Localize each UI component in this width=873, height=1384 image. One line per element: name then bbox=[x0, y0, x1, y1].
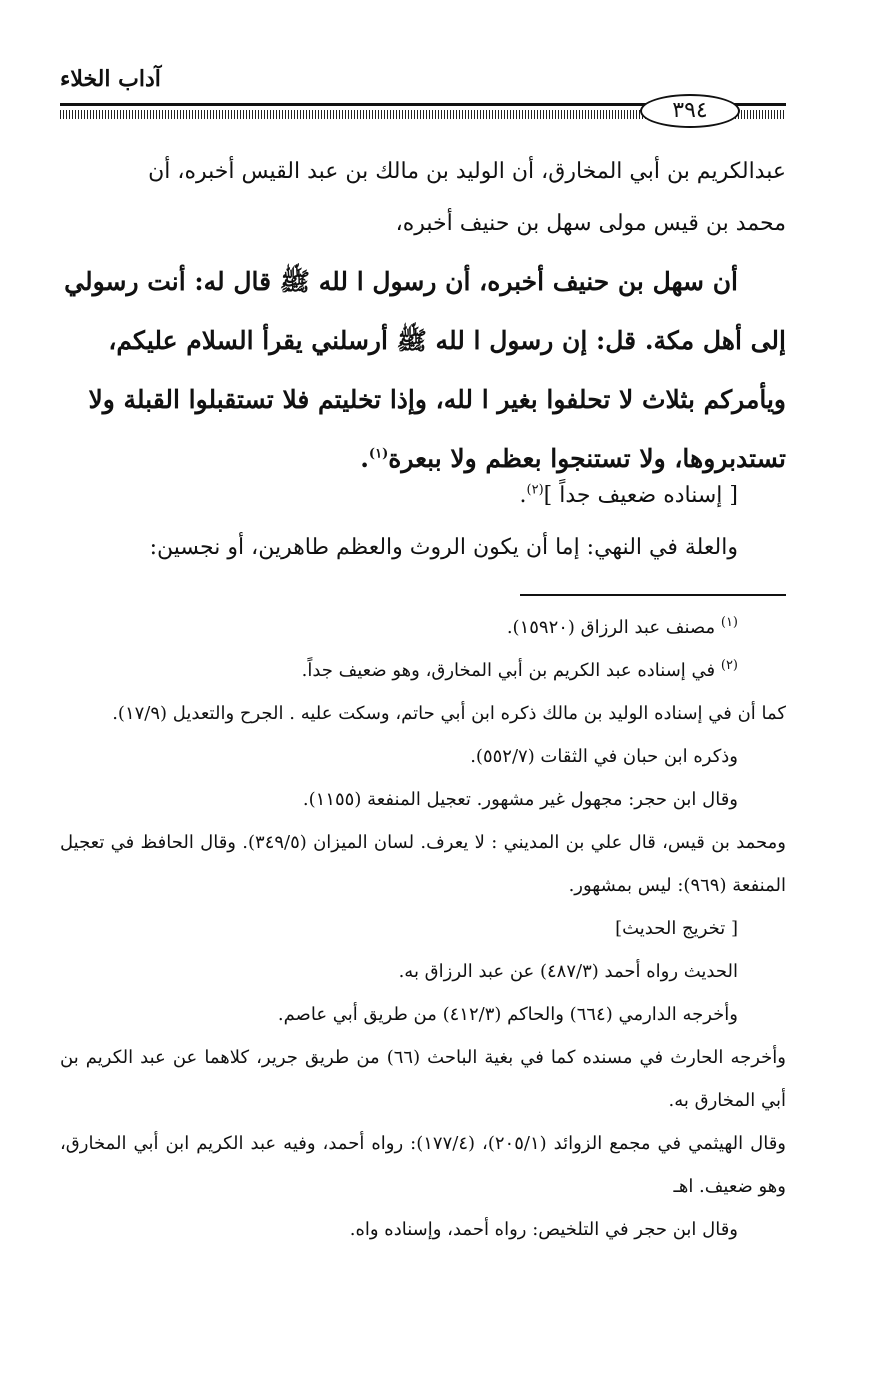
footnote-mark: (٢) bbox=[720, 658, 738, 673]
intro-paragraph bbox=[60, 146, 786, 250]
intro-line: عبدالكريم بن أبي المخارق، أن الوليد بن مالك بن عبد القيس أخبره، أن bbox=[148, 159, 786, 184]
grading-paragraph bbox=[60, 470, 786, 574]
note-paragraph: وأخرجه الحارث في مسنده كما في بغية الباحث (٦٦) من طريق جرير، كلاهما عن عبد الكريم بن أبي المخارق به. bbox=[60, 1047, 787, 1111]
note-paragraph: الحديث رواه أحمد (٤٨٧/٣) عن عبد الرزاق به. bbox=[398, 961, 738, 982]
grading-text: [ إسناده ضعيف جداً ] bbox=[543, 483, 738, 508]
intro-line: محمد بن قيس مولى سهل بن حنيف أخبره، bbox=[395, 211, 786, 236]
footnote-ref-2: (٢) bbox=[526, 482, 544, 498]
footnote-separator bbox=[520, 594, 786, 596]
hadith-line-text: تستدبروها، ولا تستنجوا بعظم ولا ببعرة bbox=[388, 444, 786, 473]
page-number: ٣٩٤ bbox=[640, 94, 740, 128]
hadith-line: ويأمركم بثلاث لا تحلفوا بغير ا لله، وإذا تخليتم فلا تستقبلوا القبلة ولا bbox=[88, 385, 786, 414]
hadith-line: أن سهل بن حنيف أخبره، أن رسول ا لله ﷺ قال له: أنت رسولي bbox=[64, 267, 738, 296]
footnote-item bbox=[60, 649, 786, 692]
grading-end-punct: . bbox=[519, 483, 527, 508]
footnote-text: في إسناده عبد الكريم بن أبي المخارق، وهو ضعيف جداً. bbox=[301, 660, 716, 681]
note-paragraph: وأخرجه الدارمي (٦٦٤) والحاكم (٤١٢/٣) من طريق أبي عاصم. bbox=[277, 1004, 738, 1025]
reason-line: والعلة في النهي: إما أن يكون الروث والعظم طاهرين، أو نجسين: bbox=[149, 535, 738, 560]
hadith-line: إلى أهل مكة. قل: إن رسول ا لله ﷺ أرسلني يقرأ السلام عليكم، bbox=[108, 326, 786, 355]
section-heading-takhrij: [ تخريج الحديث] bbox=[615, 918, 738, 939]
note-paragraph: وذكره ابن حبان في الثقات (٥٥٢/٧). bbox=[470, 746, 738, 767]
note-paragraph: وقال الهيثمي في مجمع الزوائد (٢٠٥/١)، (١٧٧/٤): رواه أحمد، وفيه عبد الكريم ابن أبي المخارق، وهو ضعيف. اهـ bbox=[60, 1133, 786, 1197]
note-paragraph: ومحمد بن قيس، قال علي بن المديني : لا يعرف. لسان الميزان (٣٤٩/٥). وقال الحافظ في تعجيل المنفعة (٩٦٩): ليس بمشهور. bbox=[60, 832, 786, 896]
footnote-mark: (١) bbox=[720, 615, 738, 630]
grading-line bbox=[60, 470, 786, 522]
note-paragraph: وقال ابن حجر في التلخيص: رواه أحمد، وإسناده واه. bbox=[349, 1219, 738, 1240]
footnote-item bbox=[60, 606, 786, 649]
footnote-ref-1: (١) bbox=[368, 446, 389, 462]
footnote-text: مصنف عبد الرزاق (١٥٩٢٠). bbox=[506, 617, 716, 638]
note-paragraph: وقال ابن حجر: مجهول غير مشهور. تعجيل المنفعة (١١٥٥). bbox=[302, 789, 738, 810]
hadith-end-punct: . bbox=[360, 444, 369, 473]
hadith-text bbox=[60, 252, 786, 488]
note-paragraph: كما أن في إسناده الوليد بن مالك ذكره ابن أبي حاتم، وسكت عليه . الجرح والتعديل (١٧/٩). bbox=[112, 703, 786, 724]
footnotes-section bbox=[60, 606, 786, 1251]
running-header-title: آداب الخلاء bbox=[60, 66, 161, 92]
